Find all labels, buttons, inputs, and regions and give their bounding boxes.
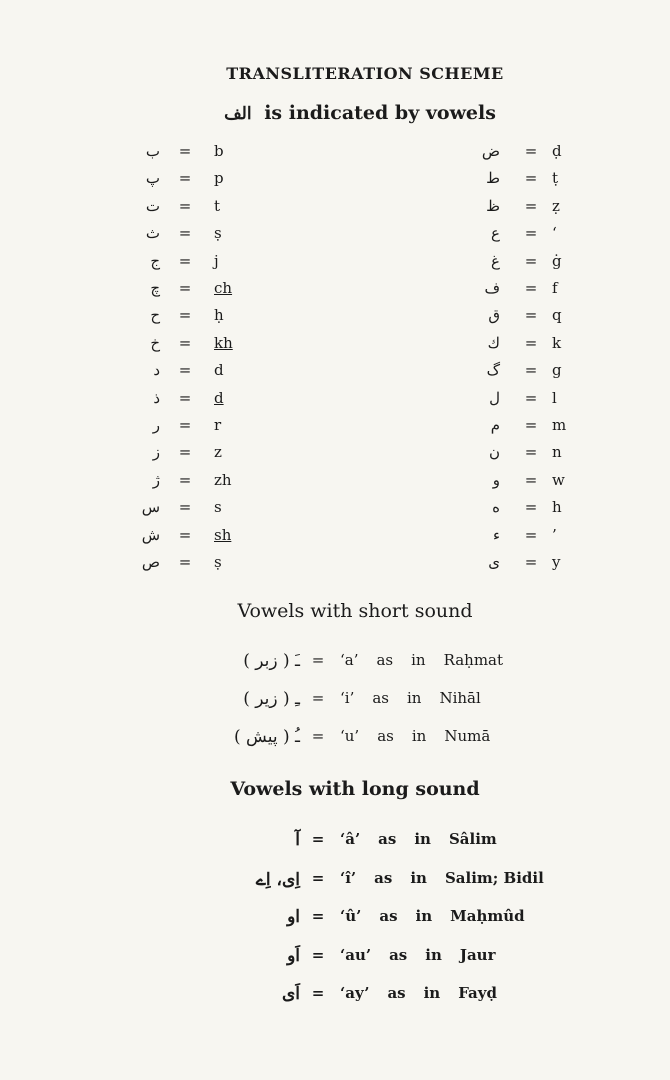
- equals-sign: =: [178, 196, 192, 215]
- latin-letter: b: [214, 142, 224, 160]
- latin-letter: ẓ: [552, 196, 560, 215]
- translit-row: [130, 361, 240, 383]
- equals-sign: =: [178, 361, 192, 380]
- equals-sign: =: [178, 306, 192, 325]
- equals-sign: =: [524, 361, 538, 380]
- latin-letter: ‘: [552, 224, 557, 243]
- vowel-example: [340, 869, 544, 887]
- arabic-letter: ژ: [152, 470, 160, 489]
- latin-letter: w: [552, 470, 565, 489]
- latin-letter: f: [552, 279, 558, 297]
- translit-row: [470, 252, 580, 274]
- latin-letter: ḥ: [214, 306, 224, 325]
- as-word: as: [378, 830, 397, 848]
- equals-sign: =: [311, 727, 325, 745]
- latin-letter: zh: [214, 470, 232, 489]
- arabic-letter: ق: [488, 306, 500, 325]
- latin-letter: s: [214, 498, 222, 517]
- arabic-letter: ح: [150, 306, 160, 325]
- latin-letter: g: [552, 361, 562, 380]
- arabic-letter: چ: [150, 279, 160, 297]
- equals-sign: =: [178, 169, 192, 188]
- example-word: Jaur: [459, 945, 496, 964]
- equals-sign: =: [178, 525, 192, 544]
- equals-sign: =: [524, 470, 538, 489]
- latin-letter: t: [214, 196, 221, 215]
- equals-sign: =: [178, 470, 192, 489]
- arabic-letter: غ: [491, 251, 500, 270]
- arabic-letter: ض: [481, 142, 500, 160]
- arabic-letter: ب: [145, 142, 160, 160]
- example-word: Nihāl: [439, 689, 481, 707]
- arabic-letter: د: [153, 361, 160, 380]
- as-word: as: [389, 945, 408, 964]
- equals-sign: =: [524, 498, 538, 517]
- vowel-value: ‘û’: [340, 907, 362, 925]
- translit-row: [470, 169, 580, 191]
- example-word: Sâlim: [448, 830, 497, 848]
- latin-letter: kh: [214, 333, 233, 352]
- translit-row: [470, 306, 580, 328]
- equals-sign: =: [524, 169, 538, 188]
- in-word: in: [423, 984, 441, 1002]
- translit-row: [470, 498, 580, 520]
- vowel-value: ‘au’: [340, 945, 372, 964]
- vowel-value: ‘î’: [340, 868, 357, 887]
- translit-row: [130, 416, 240, 438]
- arabic-letter: ن: [488, 443, 500, 462]
- equals-sign: =: [524, 306, 538, 325]
- equals-sign: =: [524, 443, 538, 462]
- translit-row: [470, 471, 580, 493]
- arabic-vowel: اَی: [281, 984, 300, 1004]
- arabic-vowel: آ: [295, 830, 300, 850]
- arabic-letter: ل: [489, 388, 500, 407]
- vowel-example: [340, 984, 497, 1002]
- arabic-letter: ء: [492, 525, 500, 544]
- latin-letter: h: [552, 498, 562, 517]
- equals-sign: =: [524, 224, 538, 243]
- equals-sign: =: [311, 868, 325, 887]
- subtitle-text: is indicated by vowels: [264, 102, 496, 124]
- vowel-row: [150, 869, 550, 893]
- equals-sign: =: [178, 416, 192, 434]
- arabic-letter: ه: [492, 498, 500, 517]
- in-word: in: [425, 945, 442, 964]
- equals-sign: =: [178, 251, 192, 270]
- vowel-row: [150, 727, 550, 751]
- vowel-example: [340, 651, 503, 669]
- latin-letter: ’: [552, 525, 557, 544]
- arabic-vowel: اَو: [287, 945, 300, 966]
- equals-sign: =: [524, 142, 538, 160]
- equals-sign: =: [524, 279, 538, 297]
- translit-row: [470, 142, 580, 164]
- arabic-letter: ذ: [153, 388, 160, 407]
- latin-letter: l: [552, 388, 557, 407]
- equals-sign: =: [524, 333, 538, 352]
- latin-letter: ṭ: [552, 169, 559, 188]
- as-word: as: [379, 907, 398, 925]
- arabic-letter: ث: [145, 224, 160, 243]
- translit-row: [470, 224, 580, 246]
- translit-row: [130, 526, 240, 548]
- arabic-letter: ش: [141, 525, 160, 544]
- translit-row: [470, 553, 580, 575]
- translit-row: [470, 389, 580, 411]
- vowel-example: [340, 689, 481, 707]
- arabic-letter: گ: [486, 361, 500, 380]
- arabic-letter: ت: [145, 196, 160, 215]
- equals-sign: =: [524, 388, 538, 407]
- vowel-example: [340, 907, 525, 925]
- translit-row: [130, 306, 240, 328]
- latin-letter: d: [214, 388, 224, 407]
- translit-row: [130, 142, 240, 164]
- vowel-row: [150, 907, 550, 931]
- vowel-row: [150, 984, 550, 1008]
- equals-sign: =: [178, 142, 192, 160]
- translit-row: [470, 526, 580, 548]
- in-word: in: [406, 689, 422, 707]
- latin-letter: ch: [214, 279, 233, 297]
- equals-sign: =: [178, 279, 192, 297]
- vowel-value: ‘i’: [340, 689, 355, 707]
- equals-sign: =: [524, 553, 538, 571]
- equals-sign: =: [311, 830, 325, 848]
- translit-row: [130, 389, 240, 411]
- in-word: in: [411, 727, 427, 745]
- equals-sign: =: [524, 196, 538, 215]
- vowel-row: [150, 830, 550, 854]
- in-word: in: [415, 907, 433, 925]
- latin-letter: m: [552, 416, 567, 434]
- arabic-letter: س: [141, 498, 160, 517]
- long-vowels-heading: Vowels with long sound: [230, 778, 480, 800]
- equals-sign: =: [178, 224, 192, 243]
- arabic-vowel: ـُ ( پیش ): [234, 727, 300, 747]
- translit-row: [130, 224, 240, 246]
- example-word: Numā: [444, 727, 491, 745]
- short-vowels-heading: Vowels with short sound: [237, 600, 473, 622]
- subtitle: [0, 102, 670, 124]
- equals-sign: =: [311, 689, 325, 707]
- translit-row: [470, 361, 580, 383]
- alif-word: الف: [224, 104, 252, 124]
- arabic-letter: ی: [488, 553, 500, 571]
- arabic-letter: ج: [150, 251, 160, 270]
- vowel-example: [340, 830, 497, 848]
- as-word: as: [387, 984, 406, 1002]
- translit-row: [130, 498, 240, 520]
- arabic-vowel: ـَ ( زبر ): [243, 651, 300, 671]
- vowel-example: [340, 946, 495, 964]
- translit-row: [130, 471, 240, 493]
- in-word: in: [410, 868, 427, 887]
- latin-letter: d: [214, 361, 224, 380]
- in-word: in: [414, 830, 431, 848]
- example-word: Maḥmûd: [450, 907, 525, 925]
- arabic-letter: ف: [484, 279, 500, 297]
- equals-sign: =: [178, 333, 192, 352]
- equals-sign: =: [178, 443, 192, 462]
- equals-sign: =: [311, 984, 325, 1002]
- equals-sign: =: [178, 498, 192, 517]
- equals-sign: =: [524, 251, 538, 270]
- arabic-vowel: اِی، اِے: [255, 869, 300, 890]
- vowel-value: ‘ay’: [340, 984, 370, 1002]
- latin-letter: j: [214, 251, 219, 270]
- latin-letter: q: [552, 306, 562, 325]
- translit-row: [130, 553, 240, 575]
- as-word: as: [372, 689, 389, 707]
- latin-letter: k: [552, 333, 562, 352]
- equals-sign: =: [524, 416, 538, 434]
- translit-row: [470, 197, 580, 219]
- arabic-letter: م: [490, 416, 500, 434]
- latin-letter: z: [214, 443, 222, 462]
- as-word: as: [374, 868, 393, 887]
- arabic-letter: خ: [150, 333, 160, 352]
- vowel-example: [340, 727, 490, 745]
- as-word: as: [377, 727, 394, 745]
- latin-letter: ġ: [552, 251, 562, 270]
- latin-letter: r: [214, 416, 222, 434]
- translit-row: [130, 197, 240, 219]
- translit-row: [130, 279, 240, 301]
- latin-letter: sh: [214, 525, 232, 544]
- translit-row: [470, 443, 580, 465]
- latin-letter: ḍ: [552, 142, 562, 160]
- equals-sign: =: [524, 525, 538, 544]
- arabic-letter: ر: [152, 416, 160, 434]
- latin-letter: ṣ: [214, 553, 222, 571]
- translit-row: [130, 169, 240, 191]
- arabic-letter: پ: [145, 169, 160, 188]
- latin-letter: p: [214, 169, 224, 188]
- arabic-vowel: او: [287, 907, 300, 927]
- arabic-letter: ص: [141, 553, 160, 571]
- latin-letter: n: [552, 443, 562, 462]
- vowel-row: [150, 946, 550, 970]
- as-word: as: [376, 651, 394, 669]
- latin-letter: ṣ: [214, 224, 222, 243]
- arabic-letter: ظ: [486, 196, 500, 215]
- equals-sign: =: [311, 907, 325, 925]
- translit-row: [470, 416, 580, 438]
- arabic-letter: ط: [486, 169, 500, 188]
- translit-row: [470, 334, 580, 356]
- latin-letter: y: [552, 553, 561, 571]
- vowel-value: ‘â’: [340, 830, 361, 848]
- arabic-vowel: ـِ ( زیر ): [243, 689, 300, 709]
- vowel-row: [150, 689, 550, 713]
- equals-sign: =: [311, 651, 325, 669]
- equals-sign: =: [178, 388, 192, 407]
- example-word: Salim; Bidil: [444, 868, 544, 887]
- equals-sign: =: [311, 945, 325, 964]
- vowel-value: ‘a’: [340, 651, 359, 669]
- vowel-value: ‘u’: [340, 727, 360, 745]
- vowel-row: [150, 651, 550, 675]
- translit-row: [130, 443, 240, 465]
- page-title: TRANSLITERATION SCHEME: [226, 64, 504, 83]
- example-word: Raḥmat: [443, 651, 504, 669]
- arabic-letter: ز: [152, 443, 160, 462]
- in-word: in: [411, 651, 426, 669]
- arabic-letter: و: [492, 470, 500, 489]
- translit-row: [130, 334, 240, 356]
- translit-row: [470, 279, 580, 301]
- arabic-letter: ع: [491, 224, 500, 243]
- equals-sign: =: [178, 553, 192, 571]
- translit-row: [130, 252, 240, 274]
- example-word: Fayḍ: [458, 984, 497, 1002]
- arabic-letter: ك: [487, 333, 500, 352]
